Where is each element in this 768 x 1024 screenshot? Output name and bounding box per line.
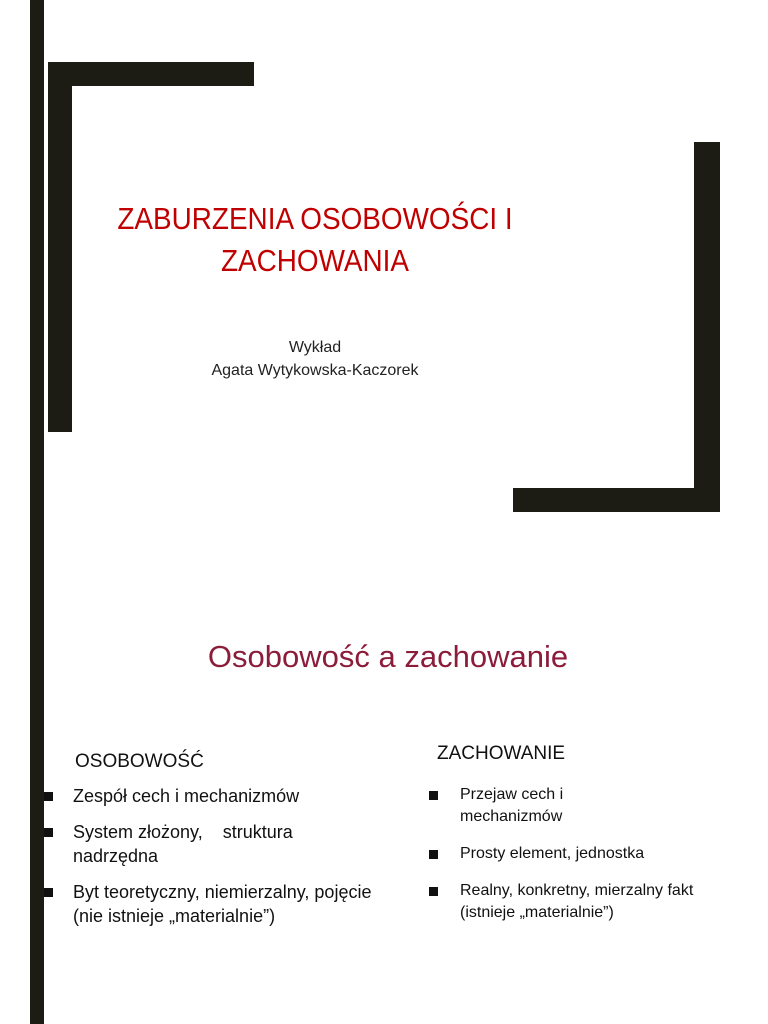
personality-list [73, 784, 382, 940]
list-item-text: System złożony, struktura nadrzędna [73, 822, 298, 866]
list-item [460, 843, 730, 865]
square-bullet-icon [44, 828, 53, 837]
slide-title-line-1: ZABURZENIA OSOBOWOŚCI I [117, 201, 513, 236]
slide-subtitle [150, 336, 480, 382]
personality-heading: OSOBOWOŚĆ [75, 751, 204, 772]
author-name: Agata Wytykowska-Kaczorek [211, 362, 419, 379]
behavior-heading: ZACHOWANIE [437, 743, 566, 764]
square-bullet-icon [429, 791, 438, 800]
list-item [460, 784, 610, 828]
left-rail-bar [30, 0, 44, 1024]
list-item-text: Zespół cech i mechanizmów [73, 786, 300, 806]
list-item [73, 784, 373, 808]
square-bullet-icon [44, 792, 53, 801]
square-bullet-icon [44, 888, 53, 897]
section-heading: Osobowość a zachowanie [207, 639, 569, 674]
bottom-right-bracket-horizontal [513, 488, 720, 512]
list-item [73, 880, 382, 928]
list-item [460, 880, 720, 924]
list-item-text: Realny, konkretny, mierzalny fakt (istnieje „materialnie”) [460, 882, 694, 921]
list-item-text: Byt teoretyczny, niemierzalny, pojęcie (nie istnieje „materialnie”) [73, 882, 382, 926]
lecture-type: Wykład [288, 339, 342, 356]
top-left-bracket-vertical [48, 62, 72, 432]
square-bullet-icon [429, 850, 438, 859]
behavior-list [460, 784, 730, 939]
slide-title [95, 198, 536, 282]
top-left-bracket-horizontal [48, 62, 254, 86]
list-item-text: Przejaw cech i mechanizmów [460, 786, 564, 825]
bottom-right-bracket-vertical [694, 142, 720, 512]
list-item-text: Prosty element, jednostka [460, 845, 645, 862]
square-bullet-icon [429, 887, 438, 896]
slide-title-line-2: ZACHOWANIA [220, 243, 410, 278]
list-item [73, 820, 373, 868]
